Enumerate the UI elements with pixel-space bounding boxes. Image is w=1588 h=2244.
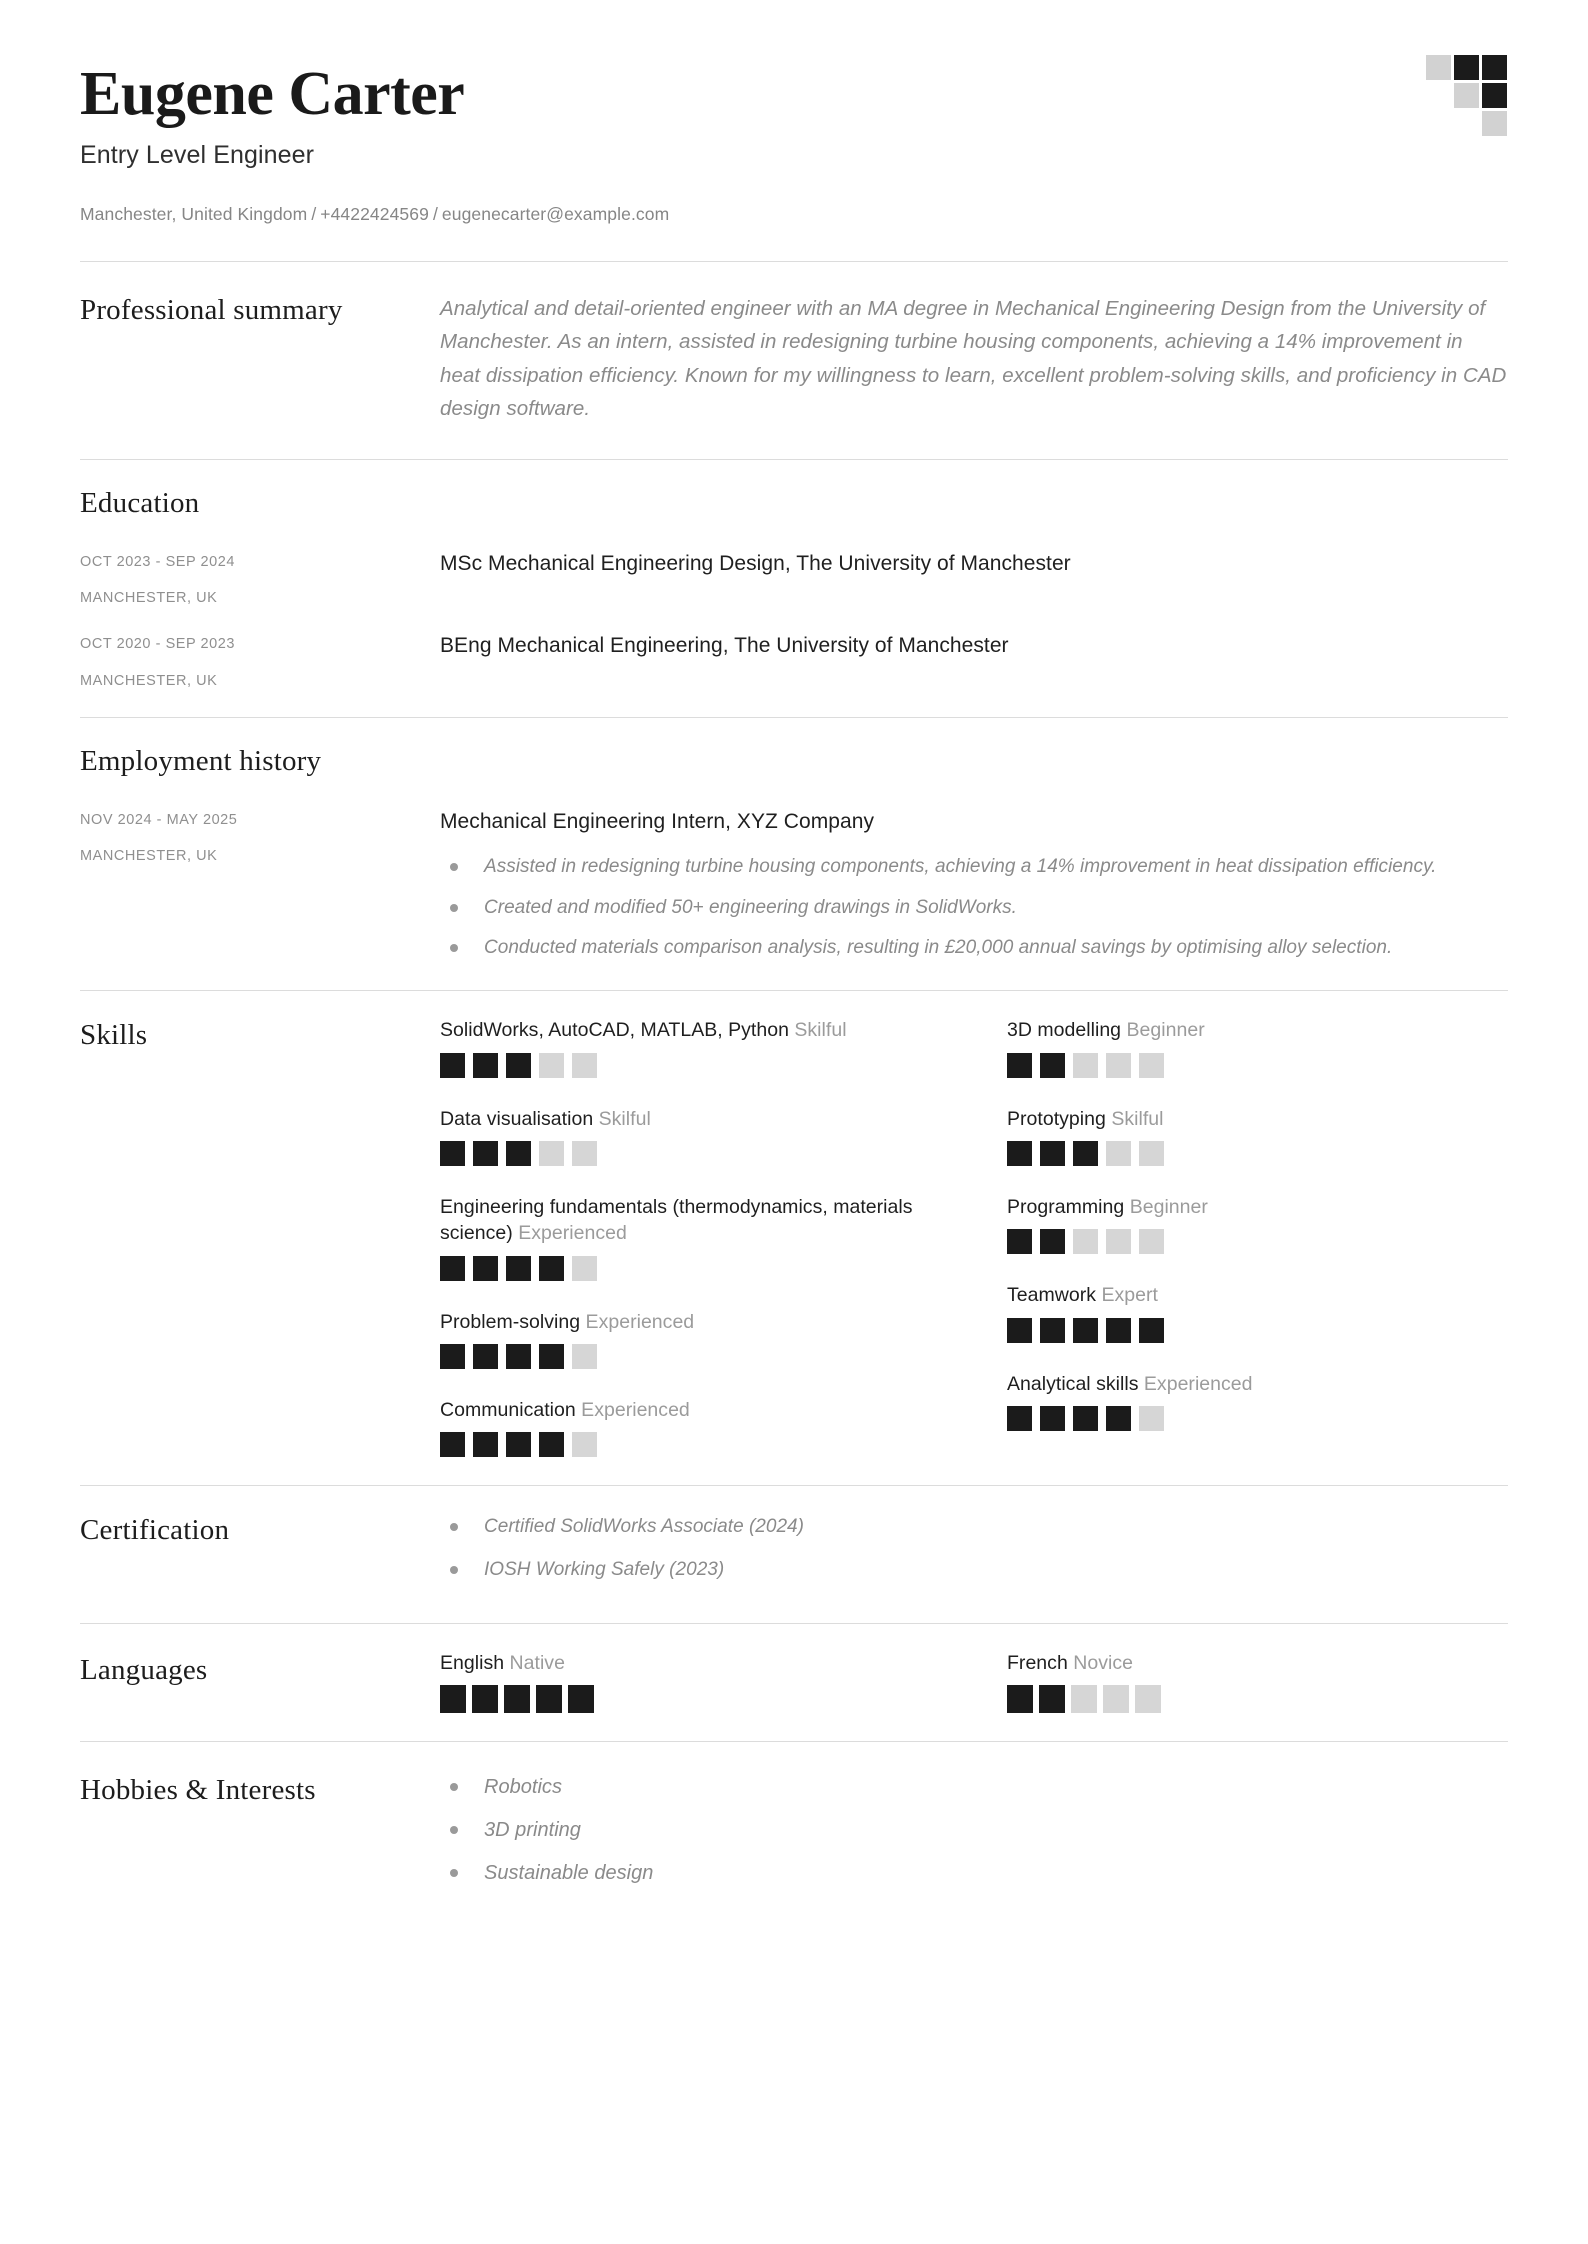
list-item: Assisted in redesigning turbine housing components, achieving a 14% improvement in heat dissipation efficiency. [440,852,1508,881]
skill-item [1007,1017,1508,1077]
rating-pip [1040,1141,1065,1166]
rating-pip [440,1256,465,1281]
skill-item [440,1017,941,1077]
rating-pip [473,1256,498,1281]
section-title-hobbies-interests: Hobbies & Interests [80,1774,316,1807]
skill-name: Prototyping Skilful [1007,1107,1164,1130]
language-name: French Novice [1007,1652,1133,1675]
rating-pip [1139,1053,1164,1078]
rating-meter [1007,1406,1508,1431]
skill-level-label: Experienced [518,1222,627,1245]
language-level-label: Novice [1073,1652,1133,1675]
contact-phone[interactable]: +4422424569 [320,204,429,225]
skill-item [1007,1194,1508,1254]
entry-title: Mechanical Engineering Intern, XYZ Company [440,809,874,833]
section-title-skills: Skills [80,1019,148,1052]
skill-level-label: Skilful [794,1019,847,1042]
rating-pip [1139,1318,1164,1343]
section-title-professional-summary: Professional summary [80,294,343,327]
rating-pip [472,1685,498,1713]
rating-meter [440,1685,941,1713]
rating-pip [1106,1229,1131,1254]
rating-pip [1007,1406,1032,1431]
skill-item [440,1309,941,1369]
rating-meter [440,1256,941,1281]
resume-header [80,0,1508,225]
logo-cell-1 [1426,55,1451,80]
rating-pip [1040,1406,1065,1431]
candidate-job-title: Entry Level Engineer [80,141,315,170]
rating-pip [1135,1685,1161,1713]
skills-grid [440,1017,1508,1463]
rating-meter [440,1432,941,1457]
logo-cell-8 [1454,111,1479,136]
entry-main [440,632,1508,660]
section-certification [80,1486,1508,1623]
hobbies-list [440,1772,1508,1889]
rating-meter [1007,1685,1508,1713]
logo-cell-4 [1426,83,1451,108]
rating-pip [1040,1053,1065,1078]
skill-item [1007,1282,1508,1342]
entry-location: MANCHESTER, UK [80,672,218,689]
logo-cell-5 [1454,83,1479,108]
contact-separator-1: / [311,204,317,225]
rating-pip [1071,1685,1097,1713]
skill-name: Engineering fundamentals (thermodynamics, materials science) Experienced [440,1196,913,1245]
entry-location: MANCHESTER, UK [80,590,218,607]
section-skills [80,991,1508,1485]
languages-body [440,1652,1508,1713]
section-title-languages: Languages [80,1654,208,1687]
entry-main [440,550,1508,578]
rating-meter [1007,1318,1508,1343]
language-item [1007,1652,1508,1713]
hobbies-body [440,1772,1508,1901]
list-item: 3D printing [440,1815,1508,1846]
entry-meta [80,632,440,688]
skill-name: Data visualisation Skilful [440,1107,651,1130]
employment-entry-list [80,808,1508,963]
skill-item [440,1106,941,1166]
rating-pip [1007,1053,1032,1078]
rating-pip [572,1141,597,1166]
section-languages [80,1624,1508,1741]
rating-pip [1007,1685,1033,1713]
rating-pip [440,1053,465,1078]
skill-level-label: Beginner [1129,1196,1208,1219]
rating-pip [539,1344,564,1369]
language-level-label: Native [509,1652,565,1675]
section-education [80,460,1508,717]
skill-level-label: Experienced [1143,1372,1253,1395]
entry-meta [80,550,440,606]
contact-separator-2: / [432,204,438,225]
skill-name: Problem-solving Experienced [440,1310,695,1333]
skill-item [1007,1106,1508,1166]
rating-pip [539,1141,564,1166]
rating-pip [440,1432,465,1457]
section-hobbies-interests [80,1742,1508,1931]
list-item: IOSH Working Safely (2023) [440,1555,1508,1584]
section-professional-summary [80,262,1508,459]
certification-body [440,1512,1508,1597]
section-employment-history [80,718,1508,991]
skill-item [440,1194,941,1281]
rating-pip [1073,1053,1098,1078]
skill-level-label: Skilful [1111,1107,1164,1130]
language-name: English Native [440,1652,565,1675]
rating-pip [539,1053,564,1078]
logo-cell-7 [1426,111,1451,136]
languages-grid [440,1652,1508,1713]
skills-column-left [440,1017,941,1463]
entry-location: MANCHESTER, UK [80,848,218,864]
rating-pip [440,1141,465,1166]
rating-pip [1139,1229,1164,1254]
rating-pip [506,1432,531,1457]
rating-pip [440,1344,465,1369]
skill-name: Programming Beginner [1007,1196,1208,1219]
rating-meter [440,1053,941,1078]
resume-entry [80,632,1508,688]
contact-location: Manchester, United Kingdom [80,204,308,225]
resume-entry [80,808,1508,963]
education-entry-list [80,550,1508,689]
entry-main [440,808,1508,963]
rating-pip [1040,1229,1065,1254]
rating-pip [473,1053,498,1078]
logo-cell-6 [1482,83,1507,108]
rating-pip [1007,1141,1032,1166]
logo-cell-2 [1454,55,1479,80]
entry-title: BEng Mechanical Engineering, The University of Manchester [440,634,1009,658]
skill-name: Communication Experienced [440,1399,690,1421]
certification-list [440,1512,1508,1584]
rating-pip [1139,1141,1164,1166]
entry-date-range: NOV 2024 - MAY 2025 [80,811,238,828]
rating-pip [504,1685,530,1713]
list-item: Sustainable design [440,1858,1508,1889]
rating-pip [440,1685,466,1713]
list-item: Conducted materials comparison analysis, resulting in £20,000 annual savings by optimising alloy selection. [440,933,1508,962]
rating-pip [506,1256,531,1281]
section-title-certification: Certification [80,1514,230,1547]
entry-date-range: OCT 2020 - SEP 2023 [80,636,236,653]
section-title-education: Education [80,486,200,519]
resume-entry [80,550,1508,606]
rating-pip [1103,1685,1129,1713]
logo-cell-9 [1482,111,1507,136]
rating-pip [572,1256,597,1281]
list-item: Created and modified 50+ engineering drawings in SolidWorks. [440,893,1508,922]
rating-pip [473,1432,498,1457]
contact-line [80,204,1508,225]
rating-pip [1106,1141,1131,1166]
rating-pip [1073,1406,1098,1431]
list-item: Robotics [440,1772,1508,1803]
rating-pip [539,1432,564,1457]
section-title-employment-history: Employment history [80,744,322,777]
rating-pip [1039,1685,1065,1713]
entry-bullet-list [440,852,1508,962]
rating-pip [1106,1053,1131,1078]
rating-pip [506,1053,531,1078]
rating-meter [1007,1141,1508,1166]
rating-pip [1040,1318,1065,1343]
rating-meter [440,1344,941,1369]
rating-pip [1139,1406,1164,1431]
rating-pip [506,1344,531,1369]
language-item [440,1652,941,1713]
rating-pip [473,1141,498,1166]
candidate-name: Eugene Carter [80,60,465,128]
rating-pip [539,1256,564,1281]
skill-name: Analytical skills Experienced [1007,1372,1253,1395]
skill-name: Teamwork Expert [1007,1284,1158,1307]
rating-pip [568,1685,594,1713]
rating-pip [506,1141,531,1166]
skill-level-label: Beginner [1126,1019,1205,1042]
skill-level-label: Expert [1101,1284,1158,1307]
skill-item [440,1397,941,1457]
professional-summary-text: Analytical and detail-oriented engineer with an MA degree in Mechanical Engineering Design from the University of Manchester. As an intern, assisted in redesigning turbine housing components, achieving a 14% improvement in heat dissipation efficiency. Known for my willingness to learn, excellent problem-solving skills, and proficiency in CAD design software. [440,297,1507,420]
rating-meter [440,1141,941,1166]
logo-cell-3 [1482,55,1507,80]
skill-level-label: Experienced [581,1399,690,1421]
entry-title: MSc Mechanical Engineering Design, The University of Manchester [440,551,1071,575]
skill-level-label: Experienced [585,1310,695,1333]
rating-pip [1073,1318,1098,1343]
skill-name: 3D modelling Beginner [1007,1019,1205,1042]
skills-body [440,1017,1508,1463]
entry-meta [80,808,440,864]
contact-email[interactable]: eugenecarter@example.com [441,204,670,225]
list-item: Certified SolidWorks Associate (2024) [440,1512,1508,1541]
rating-pip [1007,1318,1032,1343]
rating-pip [572,1432,597,1457]
skill-level-label: Skilful [598,1107,651,1130]
rating-pip [473,1344,498,1369]
rating-pip [1007,1229,1032,1254]
professional-summary-body [440,292,1508,425]
entry-date-range: OCT 2023 - SEP 2024 [80,553,236,570]
rating-pip [1106,1406,1131,1431]
skills-column-right [1007,1017,1508,1463]
rating-meter [1007,1229,1508,1254]
skill-item [1007,1371,1508,1431]
rating-pip [1106,1318,1131,1343]
rating-pip [536,1685,562,1713]
rating-meter [1007,1053,1508,1078]
rating-pip [1073,1229,1098,1254]
skill-name: SolidWorks, AutoCAD, MATLAB, Python Skilful [440,1019,847,1042]
brand-logo-icon [1426,55,1508,137]
rating-pip [572,1344,597,1369]
rating-pip [1073,1141,1098,1166]
rating-pip [572,1053,597,1078]
